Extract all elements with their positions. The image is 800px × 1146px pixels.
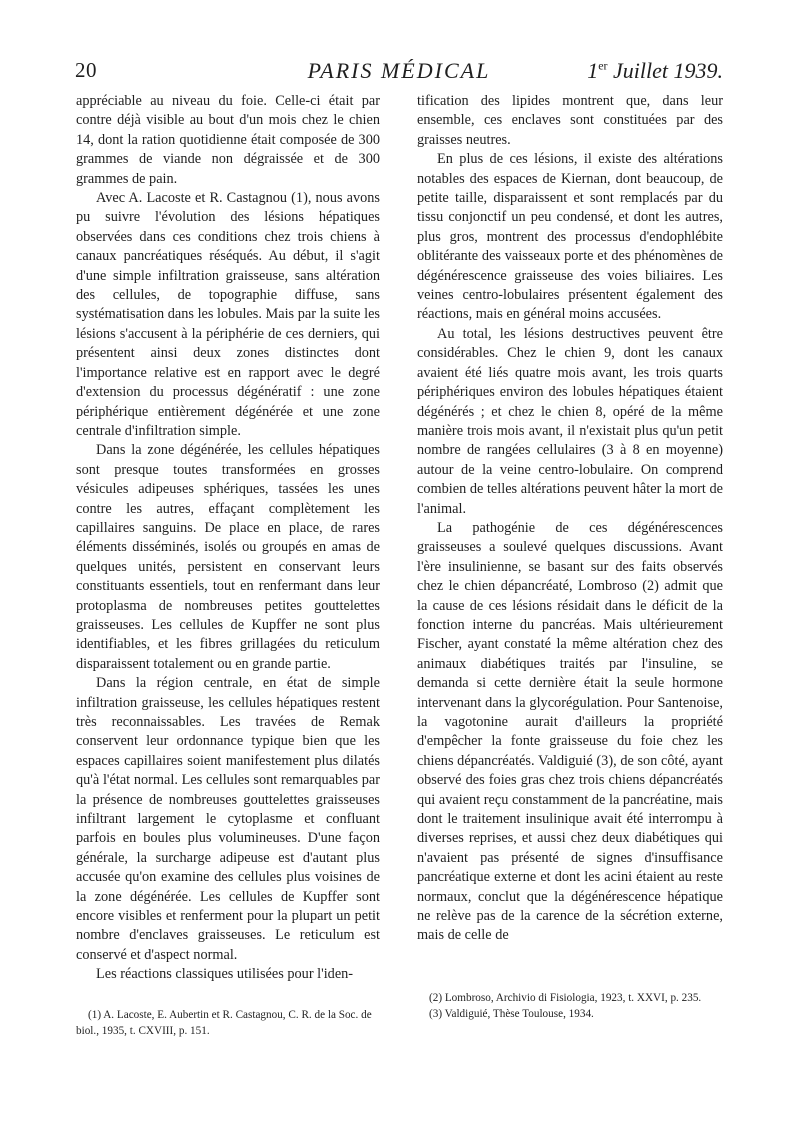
paragraph: Au total, les lésions destructives peuvent être considérables. Chez le chien 9, dont les canaux avaient été liés quatre mois avant, les trois quarts périphériques environ des lobules hépatiques étaient dégénérés ; et chez le chien 8, opéré de la même manière trois mois avant, il n'existait plus qu'un petit nombre de rangées cellulaires (3 à 8 en moyenne) autour de la veine centro-lobulaire. On comprend combien de telles altérations peuvent hâter la mort de l'animal. [417,325,723,517]
paragraph: En plus de ces lésions, il existe des altérations notables des espaces de Kiernan, dont beaucoup, de petite taille, disparaissent et sont remplacés par du tissu conjonctif un peu condensé, et dont les autres, plus gros, montrent des processus d'endophlébite oblitérante des vaisseaux porte et des phénomènes de dégénérescence graisseuse des voies biliaires. Les veines centro-lobulaires présentent également des réactions, mais en général moins accusées. [417,151,723,323]
paragraph: Dans la zone dégénérée, les cellules hépatiques sont presque toutes transformées en grosses vésicules adipeuses sphériques, tassées les unes contre les autres, effaçant complètement les capillaires sanguins. De place en place, de rares éléments disséminés, isolés ou groupés en amas de quelques unités, persistent en conservant leurs constituants essentiels, tout en renfermant dans leur protoplasma de nombreuses petites gouttelettes graisseuses. Les cellules de Kupffer ne sont plus identifiables, et les fibres grillagées du reticulum disparaissent totalement ou en grande partie. [76,442,380,672]
issue-date-ordinal-suffix: er [598,58,608,73]
footnote-2: (2) Lombroso, Archivio di Fisiologia, 1923, t. XXVI, p. 235. [429,992,702,1004]
footnotes-right [417,990,723,1022]
paragraph: appréciable au niveau du foie. Celle-ci était par contre déjà visible au bout d'un mois chez le chien 14, dont la ration quotidienne était composée de 300 grammes de viande non dégraissée et de 300 grammes de pain. [76,93,380,187]
footnote-3: (3) Valdiguié, Thèse Toulouse, 1934. [429,1008,594,1020]
journal-title: PARIS MÉDICAL [307,58,491,83]
left-column [76,92,380,985]
issue-date-month-year: Juillet 1939. [607,58,723,83]
running-head [75,58,723,88]
issue-date [587,58,723,84]
paragraph: Les réactions classiques utilisées pour l'iden- [96,966,354,983]
issue-date-day: 1 [587,58,599,83]
paragraph: Avec A. Lacoste et R. Castagnou (1), nous avons pu suivre l'évolution des lésions hépatiques observées dans ces conditions chez trois chiens à canaux pancréatiques réséqués. Au début, il s'agit d'une simple infiltration graisseuse, sans altération des cellules, de topographie diffuse, sans systématisation dans les lobules. Mais par la suite les lésions s'accusent à la périphérie de ces derniers, qui présentent ainsi deux zones distinctes dont l'importance relative est en rapport avec le degré d'extension du processus dégénératif : une zone périphérique entièrement dégénérée et une zone centrale d'infiltration simple. [76,190,380,439]
right-column [417,92,723,946]
paragraph: tification des lipides montrent que, dans leur ensemble, ces enclaves sont constituées par des graisses neutres. [417,93,723,148]
page-number: 20 [75,58,97,82]
footnote-1: (1) A. Lacoste, E. Aubertin et R. Castagnou, C. R. de la Soc. de biol., 1935, t. CXVIII, p. 151. [76,1009,372,1037]
paragraph: La pathogénie de ces dégénérescences graisseuses a soulevé quelques discussions. Avant l'ère insulinienne, se basant sur des faits observés chez le chien dépancréaté, Lombroso (2) admit que la cause de ces lésions résidait dans le déficit de la fonction interne du pancréas. Mais ultérieurement Fischer, ayant constaté la même altération chez des animaux diabétiques traités par l'insuline, se demanda si cette dernière était la seule hormone intervenant dans la glycorégulation. Pour Santenoise, la vagotonine aurait d'ailleurs la propriété d'empêcher la fonte graisseuse du foie chez les chiens dépancréatés. Valdiguié (3), de son côté, ayant observé des foies gras chez trois chiens dépancréatés qui avaient reçu constamment de la pancréatine, mais dont le traitement insulinique avait été interrompu à diverses reprises, et aussi chez deux diabétiques qui n'avaient pas présenté de signes d'insuffisance pancréatique externe et dont les acini étaient au reste normaux, conclut que la dégénérescence hépatique ne relève pas de la carence de la sécrétion externe, mais de celle de [417,519,723,944]
paragraph: Dans la région centrale, en état de simple infiltration graisseuse, les cellules hépatiques restent très reconnaissables. Les travées de Remak conservent leur ordonnance typique bien que les espaces capillaires soient manifestement plus dilatés qu'à l'état normal. Les cellules sont remarquables par la présence de nombreuses gouttelettes graisseuses infiltrant largement le cytoplasme et confluant parfois en boules plus volumineuses. D'une façon générale, la surcharge adipeuse est d'autant plus accusée qu'on examine des cellules plus voisines de la zone dégénérée. Les cellules de Kupffer sont encore visibles et renferment pour la plupart un petit nombre d'enclaves graisseuses. Le reticulum est conservé et d'aspect normal. [76,675,380,963]
